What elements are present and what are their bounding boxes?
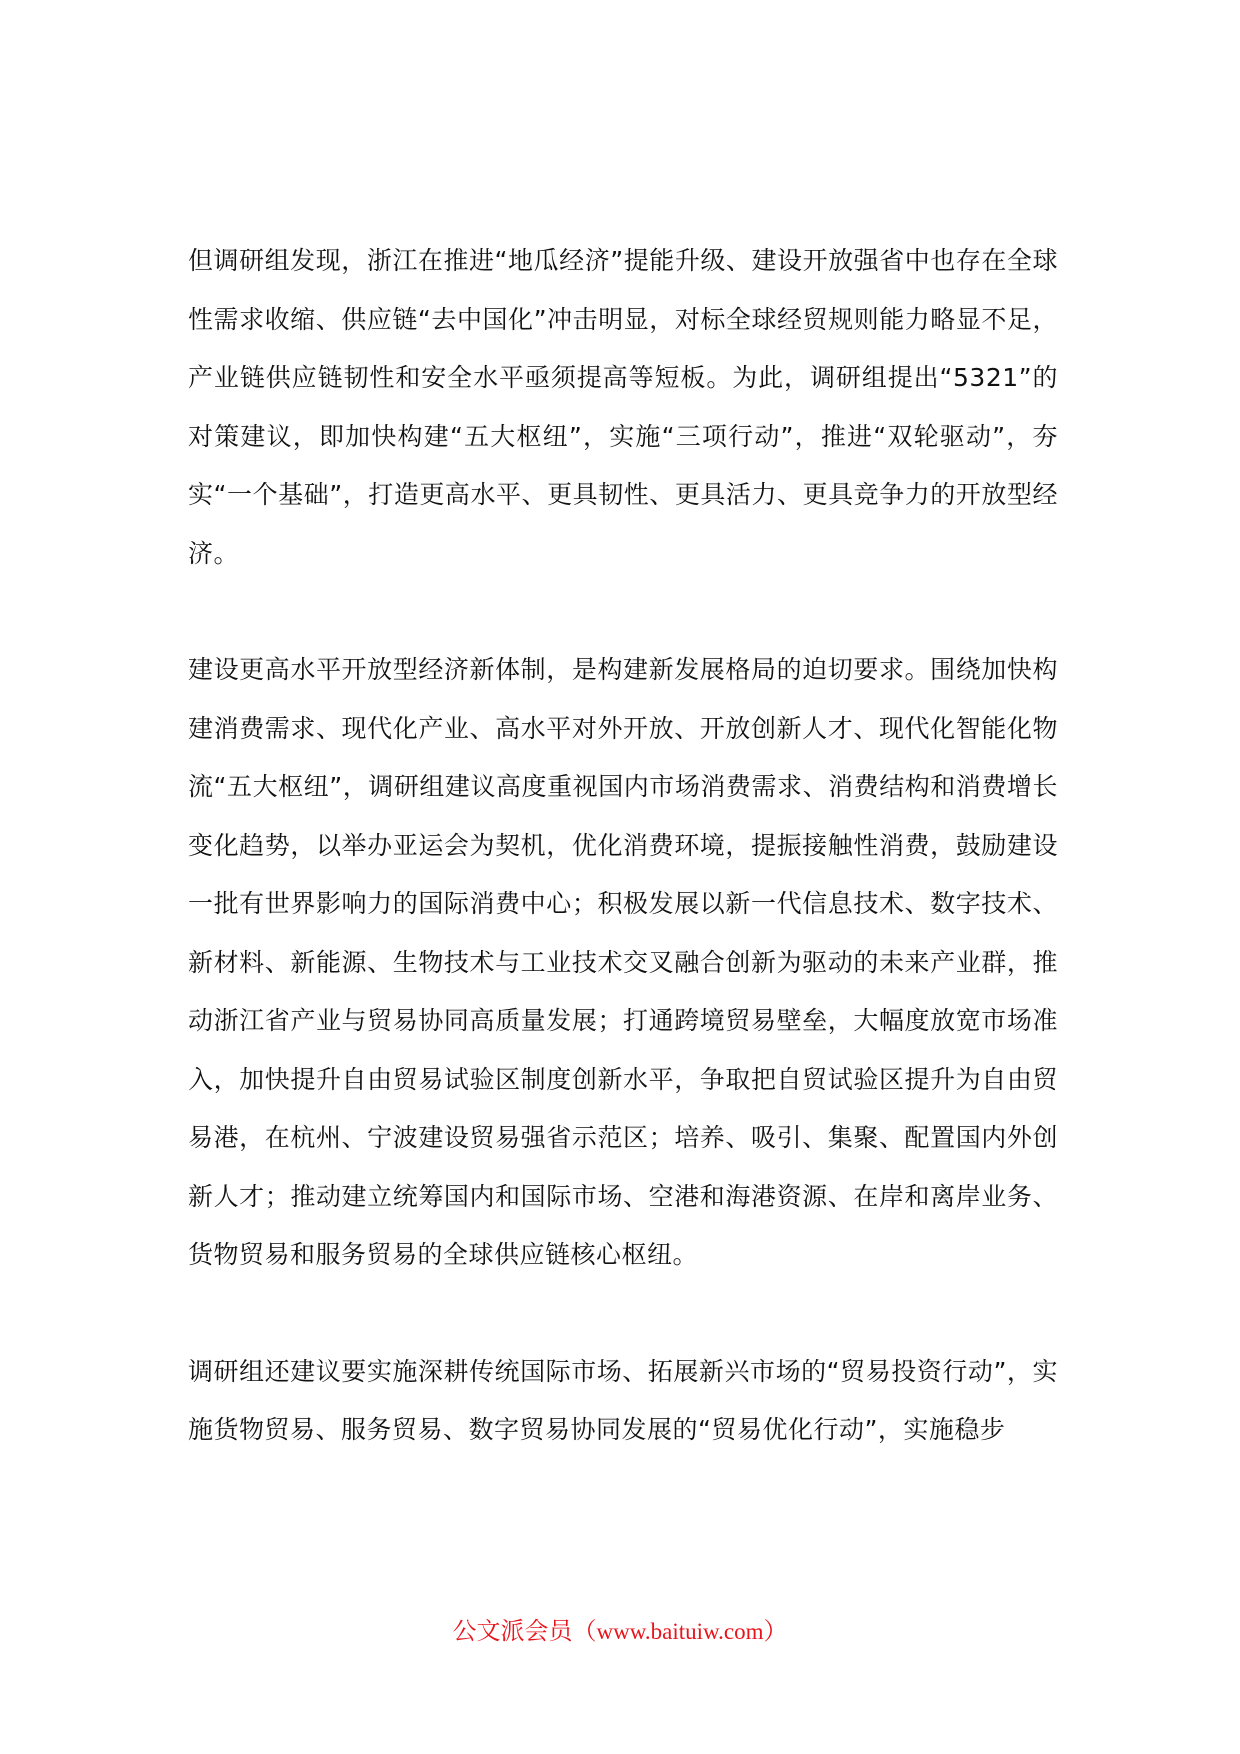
- footer-label: 公文派会员（: [452, 1617, 597, 1645]
- paragraph-2: 建设更高水平开放型经济新体制，是构建新发展格局的迫切要求。围绕加快构建消费需求、现代化产业、高水平对外开放、开放创新人才、现代化智能化物流“五大枢纽”，调研组建议高度重视国内市场消费需求、消费结构和消费增长变化趋势，以举办亚运会为契机，优化消费环境，提振接触性消费，鼓励建设一批有世界影响力的国际消费中心；积极发展以新一代信息技术、数字技术、新材料、新能源、生物技术与工业技术交叉融合创新为驱动的未来产业群，推动浙江省产业与贸易协同高质量发展；打通跨境贸易壁垒，大幅度放宽市场准入，加快提升自由贸易试验区制度创新水平，争取把自贸试验区提升为自由贸易港，在杭州、宁波建设贸易强省示范区；培养、吸引、集聚、配置国内外创新人才；推动建立统筹国内和国际市场、空港和海港资源、在岸和离岸业务、货物贸易和服务贸易的全球供应链核心枢纽。: [188, 655, 1058, 1269]
- footer-url[interactable]: www.baituiw.com: [596, 1619, 764, 1644]
- paragraph-3: 调研组还建议要实施深耕传统国际市场、拓展新兴市场的“贸易投资行动”，实施货物贸易、服务贸易、数字贸易协同发展的“贸易优化行动”，实施稳步: [188, 1356, 1058, 1444]
- footer-close: ）: [763, 1617, 788, 1645]
- document-body: [188, 232, 1058, 1460]
- paragraph-1: 但调研组发现，浙江在推进“地瓜经济”提能升级、建设开放强省中也存在全球性需求收缩、供应链“去中国化”冲击明显，对标全球经贸规则能力略显不足，产业链供应链韧性和安全水平亟须提高等短板。为此，调研组提出“5321”的对策建议，即加快构建“五大枢纽”，实施“三项行动”，推进“双轮驱动”，夯实“一个基础”，打造更高水平、更具韧性、更具活力、更具竞争力的开放型经济。: [188, 246, 1058, 568]
- footer-watermark: [0, 1614, 1240, 1649]
